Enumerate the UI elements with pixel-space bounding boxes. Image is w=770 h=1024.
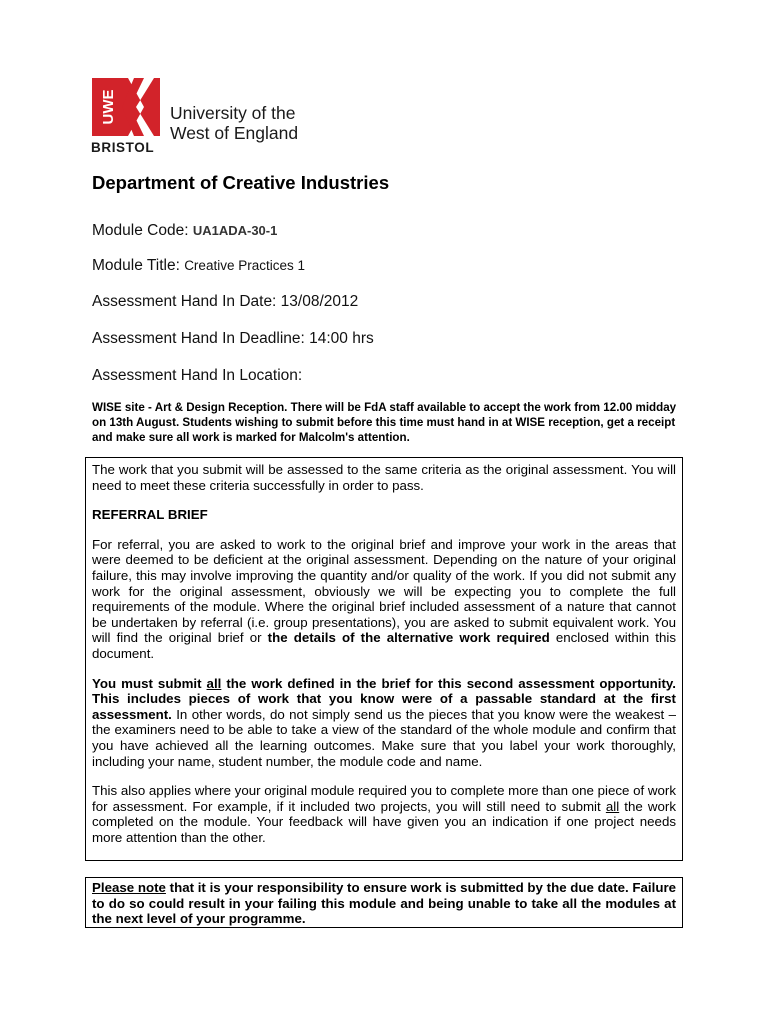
brief-p1-end: enclosed within this document. [92, 630, 676, 661]
brief-p2-bold-b: the work defined in the brief for this second assessment opportunity. This includes pieces of work that you know were of a passable standard at the first assessment. [92, 675, 676, 722]
brief-heading: REFERRAL BRIEF [92, 507, 208, 523]
module-code-value: UA1ADA-30-1 [192, 223, 278, 238]
hand-in-deadline: Assessment Hand In Deadline: 14:00 hrs [92, 330, 374, 347]
brief-intro: The work that you submit will be assessed to the same criteria as the original assessment. You will need to meet these criteria successfully in order to pass. [92, 462, 676, 493]
university-name [170, 103, 298, 143]
university-logo [90, 78, 320, 158]
hand-in-location: Assessment Hand In Location: [92, 367, 303, 384]
responsibility-note [92, 880, 676, 927]
brief-p2-bold-a: You must submit [92, 675, 207, 691]
department-title: Department of Creative Industries [92, 172, 390, 193]
module-code [92, 222, 277, 240]
brief-paragraph-3 [92, 783, 676, 845]
brief-paragraph-1 [92, 537, 676, 662]
logo-mark-text: UWE [99, 89, 117, 125]
module-title [92, 257, 305, 275]
university-line-2: West of England [170, 123, 299, 143]
brief-p2-bold-underline: all [206, 675, 222, 691]
hand-in-date: Assessment Hand In Date: 13/08/2012 [92, 293, 359, 310]
brief-p3-a: This also applies where your original module required you to complete more than one piece of work for assessment. For example, if it included two projects, you will still need to submit [92, 783, 676, 814]
module-title-value: Creative Practices 1 [184, 258, 305, 273]
city-name: BRISTOL [91, 140, 155, 155]
brief-p1-text: For referral, you are asked to work to the original brief and improve your work in the areas that were deemed to be deficient at the original assessment. Depending on the nature of your original failure, this may involve improving the quantity and/or quality of the work. If you did not submit any work for the original assessment, obviously we will be expecting you to complete the full requirements of the module. Where the original brief included assessment of a nature that cannot be undertaken by referral (i.e. group presentations), you are asked to submit equivalent work. You will find the original brief or [92, 536, 676, 646]
brief-p3-b: the work completed on the module. Your feedback will have given you an indication if one project needs more attention than the other. [92, 798, 677, 845]
brief-p1-bold: the details of the alternative work required [267, 630, 550, 646]
responsibility-note-box [85, 877, 683, 928]
uwe-logo-mark [92, 78, 160, 136]
brief-p2-text: In other words, do not simply send us the pieces that you know were the weakest – the examiners need to be able to take a view of the standard of the whole module and confirm that you have achieved all the learning outcomes. Make sure that you label your work thoroughly, including your name, student number, the module code and name. [92, 706, 676, 769]
module-title-label: Module Title: [92, 257, 185, 274]
location-note: WISE site - Art & Design Reception. There will be FdA staff available to accept the work from 12.00 midday on 13th August. Students wishing to submit before this time must hand in at WISE reception, get a receipt and make sure all work is marked for Malcolm's attention. [92, 401, 677, 444]
brief-paragraph-2 [92, 676, 676, 770]
note-text: that it is your responsibility to ensure work is submitted by the due date. Failure to do so could result in your failing this module and being unable to take all the modules at the next level of your programme. [92, 880, 677, 927]
module-code-label: Module Code: [92, 222, 193, 239]
university-line-1: University of the [170, 103, 296, 123]
note-label: Please note [92, 880, 166, 895]
brief-p3-underline: all [605, 798, 620, 814]
referral-brief-box [85, 457, 683, 861]
